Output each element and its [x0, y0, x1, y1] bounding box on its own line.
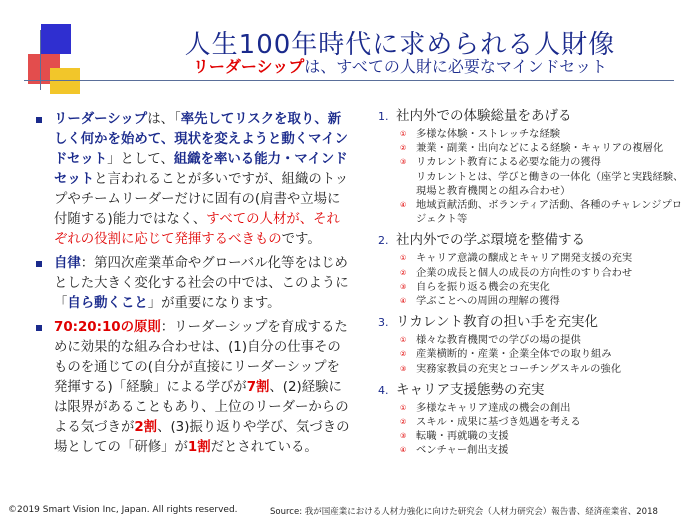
subtitle-rest: は、すべての人財に必要なマインドセット — [304, 57, 608, 76]
bullet-square-icon — [36, 261, 42, 267]
title-divider — [24, 80, 674, 81]
section-number: 4. — [378, 383, 389, 397]
item-number: ③ — [400, 282, 407, 291]
list-item — [378, 170, 690, 198]
item-number: ② — [400, 268, 407, 277]
text-run: です。 — [281, 232, 321, 247]
text-run: と言われることが多いですが、組織のトップやチームリーダーだけに固有の(肩書や立場に付随する)能力ではなく、 — [54, 172, 349, 227]
left-column — [30, 110, 350, 462]
list-item — [378, 333, 690, 347]
section-heading — [378, 230, 690, 251]
text-run: 」として、 — [107, 152, 174, 167]
item-number: ① — [400, 336, 407, 345]
section-heading-text: 社内外での体験総量をあげる — [396, 108, 572, 124]
item-number: ③ — [400, 158, 407, 167]
list-item — [378, 443, 690, 457]
item-number: ① — [400, 254, 407, 263]
item-number: ④ — [400, 297, 407, 306]
item-number: ② — [400, 144, 407, 153]
list-item — [378, 251, 690, 265]
page-title: 人生100年時代に求められる人財像 — [184, 30, 616, 60]
list-item — [378, 347, 690, 361]
text-run: 自律 — [54, 256, 81, 271]
list-item — [378, 362, 690, 376]
section-heading — [378, 380, 690, 401]
decor-blue-square — [41, 24, 71, 54]
source-citation: Source: 我が国産業における人材力強化に向けた研究会（人材力研究会）報告書、経済産業省、2018 — [270, 507, 658, 517]
item-text: キャリア意識の醸成とキャリア開発支援の充実 — [416, 252, 633, 265]
subtitle-highlight: リーダーシップ — [192, 57, 305, 76]
text-run: ：第四次産業革命やグローバル化等をはじめとした大きく変化する社会の中では、このように「 — [54, 256, 349, 311]
item-text: 多様な体験・ストレッチな経験 — [416, 128, 561, 140]
section-number: 1. — [378, 110, 389, 123]
list-item — [378, 155, 690, 169]
page-subtitle — [120, 54, 680, 77]
text-run: 自ら動くこと — [67, 296, 148, 311]
text-run: 2割 — [134, 420, 158, 435]
section-2 — [378, 230, 690, 308]
text-run: リーダーシップ — [54, 112, 148, 127]
list-item — [378, 429, 690, 443]
section-3 — [378, 312, 690, 376]
item-number: ③ — [400, 364, 407, 373]
paragraph-leadership — [30, 110, 350, 250]
item-text: スキル・成果に基づき処遇を考える — [416, 416, 581, 429]
section-heading — [378, 312, 690, 333]
text-run: 組織を率いる能力・マインドセット — [54, 152, 348, 187]
item-number: ② — [400, 418, 407, 427]
list-item — [378, 415, 690, 429]
section-4 — [378, 380, 690, 458]
item-number: ① — [400, 403, 407, 412]
paragraph-text — [54, 320, 350, 455]
list-item — [378, 141, 690, 155]
text-run: 、(3)振り返りや学び、気づきの場としての「研修」が — [54, 420, 350, 455]
section-heading — [378, 106, 690, 127]
item-text: 転職・再就職の支援 — [416, 430, 509, 443]
text-run: だとされている。 — [210, 440, 318, 455]
paragraph-autonomy — [30, 254, 350, 314]
right-column — [378, 106, 690, 462]
paragraph-text — [54, 256, 349, 311]
text-run: 1割 — [187, 440, 211, 455]
text-run: 、(2)経験には限界があることもあり、上位のリーダーからのよる気づきが — [54, 380, 349, 435]
item-number: ② — [400, 350, 407, 359]
item-text: 企業の成長と個人の成長の方向性のすり合わせ — [416, 266, 633, 279]
list-item — [378, 266, 690, 280]
copyright-footer: ©2019 Smart Vision Inc, Japan. All rights reserved. — [8, 505, 238, 515]
item-text: リカレント教育による必要な能力の獲得 — [416, 156, 601, 169]
list-item — [378, 294, 690, 308]
item-number: ④ — [400, 446, 407, 455]
paragraph-70-20-10 — [30, 318, 350, 458]
section-heading-text: リカレント教育の担い手を充実化 — [396, 314, 599, 331]
paragraph-text — [54, 112, 348, 247]
item-number: ① — [400, 130, 407, 138]
decor-vertical-line — [40, 30, 41, 90]
item-text: 自らを振り返る機会の充実化 — [416, 280, 550, 293]
text-run: 70:20:10の原則 — [54, 320, 161, 335]
item-text: 様々な教育機関での学びの場の提供 — [416, 334, 581, 347]
item-text: ベンチャー創出支援 — [416, 444, 509, 457]
section-heading-text: 社内外での学ぶ環境を整備する — [396, 232, 585, 249]
item-text: 産業横断的・産業・企業全体での取り組み — [416, 348, 612, 361]
section-1 — [378, 106, 690, 226]
item-text: リカレントとは、学びと働きの一体化（座学と実践経験、現場と教育機関との組み合わせ） — [416, 170, 684, 197]
list-item — [378, 198, 690, 226]
item-text: 地域貢献活動、ボランティア活動、各種のチャレンジプロジェクト等 — [416, 199, 683, 226]
item-text: 兼業・副業・出向などによる経験・キャリアの複層化 — [416, 142, 664, 155]
section-heading-text: キャリア支援態勢の充実 — [396, 381, 545, 398]
item-text: 多様なキャリア達成の機会の創出 — [416, 401, 571, 414]
text-run: 」が重要になります。 — [147, 296, 281, 311]
bullet-square-icon — [36, 117, 42, 123]
item-number: ③ — [400, 432, 407, 441]
item-number: ④ — [400, 201, 407, 210]
text-run: 7割 — [246, 380, 270, 395]
text-run: すべての人材が、それぞれの役割に応じて発揮するべきもの — [54, 212, 340, 247]
text-run: は、「 — [147, 112, 181, 127]
text-run: ：リーダーシップを育成するために効果的な組み合わせは、(1)自分の仕事そのものを通じての(自分が直接にリーダーシップを発揮する)「経験」による学びが — [54, 320, 348, 395]
item-text: 学ぶことへの周囲の理解の獲得 — [416, 295, 560, 308]
section-number: 2. — [378, 234, 389, 248]
list-item — [378, 280, 690, 294]
text-run: 率先してリスクを取り、新しく何かを始めて、現状を変えようと動くマインドセット — [54, 112, 349, 167]
section-number: 3. — [378, 316, 389, 330]
list-item — [378, 127, 690, 141]
bullet-square-icon — [36, 325, 42, 331]
list-item — [378, 401, 690, 415]
item-text: 実務家教員の充実とコーチングスキルの強化 — [416, 362, 622, 375]
decor-yellow-square — [50, 68, 80, 94]
